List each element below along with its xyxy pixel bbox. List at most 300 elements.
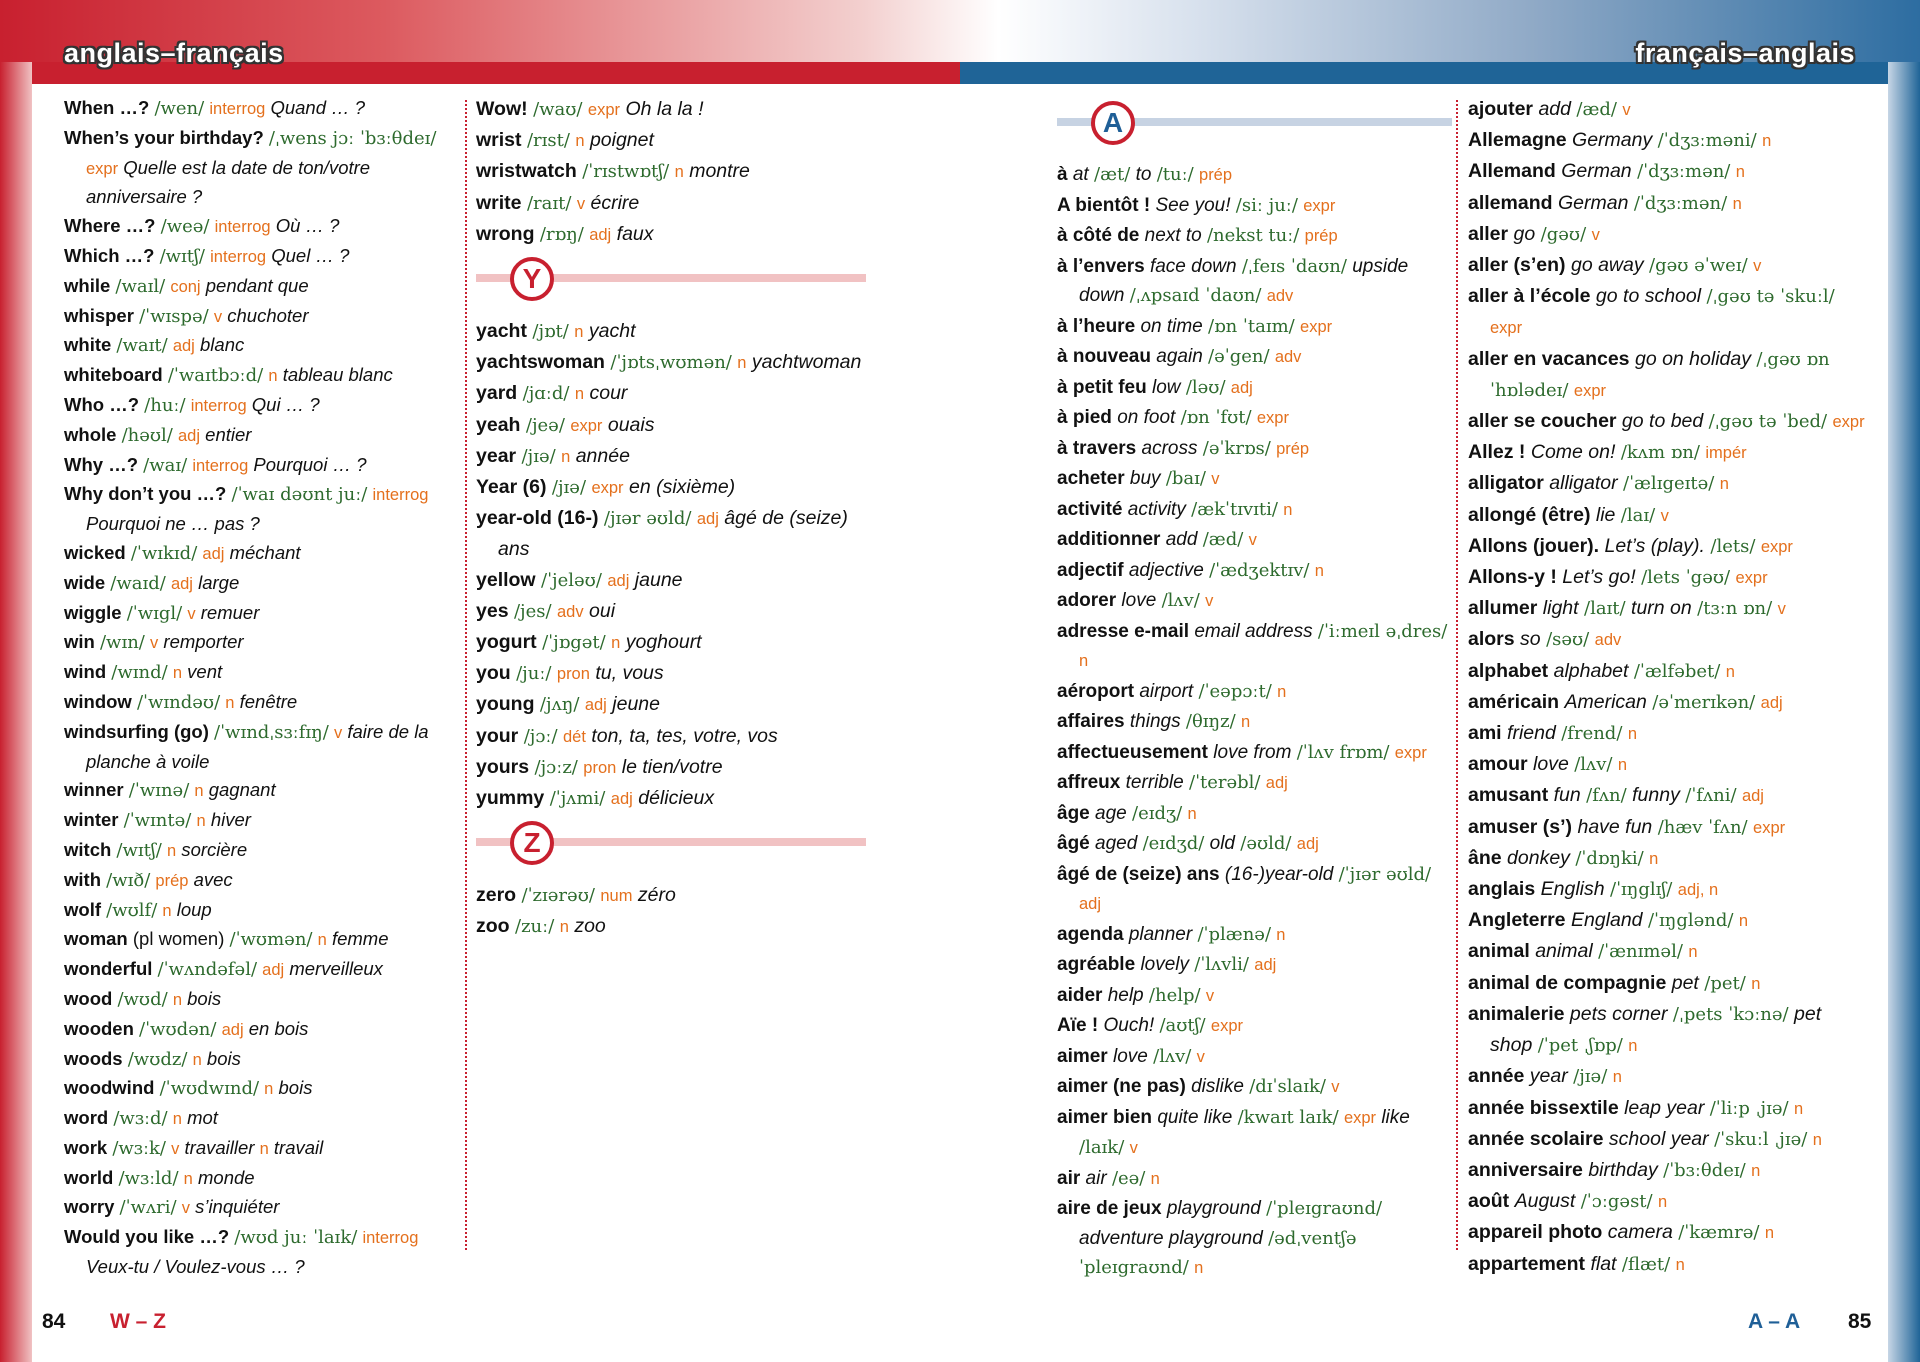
headword: aider [1057,984,1103,1006]
phonetic: /ˈwʊdən/ [139,1018,217,1040]
dictionary-entry [1468,562,1868,593]
translation: aged [1095,833,1138,854]
part-of-speech: n [1688,943,1698,962]
translation: lie [1595,503,1616,526]
part-of-speech: n [172,990,182,1009]
part-of-speech: v [1591,225,1600,244]
part-of-speech: n [264,1080,274,1099]
dictionary-entry [1057,403,1452,434]
translation: at [1072,164,1089,185]
part-of-speech: v [1205,986,1215,1005]
phonetic: /eɪdʒ/ [1132,802,1183,824]
part-of-speech: adj [202,544,225,563]
translation: blanc [200,334,245,356]
headword: work [64,1136,108,1158]
phonetic: /kwaɪt laɪk/ [1237,1106,1339,1128]
dictionary-entry [1468,219,1868,250]
phonetic: /jɔː/ [523,725,558,747]
phonetic: /waɪ/ [143,454,188,476]
translation: (16-)year-old [1224,863,1334,885]
dictionary-entry [64,628,454,658]
dictionary-entry [1468,1249,1868,1280]
translation: have fun [1577,815,1653,838]
translation: go [1513,222,1536,245]
phonetic: /wɪtʃ/ [116,839,162,861]
headword: Allons-y ! [1468,566,1557,589]
phonetic: /ˈdʒɜːməni/ [1657,130,1757,152]
phonetic: /æd/ [1202,529,1244,550]
translation: old [1209,833,1235,854]
part-of-speech: n [192,1050,202,1069]
headword: zoo [476,915,510,938]
phonetic: /ˈænɪməl/ [1598,941,1683,963]
part-of-speech: expr [1210,1017,1243,1035]
phonetic: /ˌfeɪs ˈdaʊn/ [1241,255,1347,277]
dictionary-entry [1057,617,1452,677]
translation: travail [273,1136,324,1158]
translation: remporter [163,631,244,653]
dictionary-entry [1468,1155,1868,1186]
part-of-speech: expr [1256,409,1289,427]
headword: ajouter [1468,98,1534,120]
section-letter-divider [476,250,866,316]
part-of-speech: num [600,887,633,906]
dictionary-entry [64,599,454,629]
part-of-speech: n [1658,1193,1668,1212]
dictionary-entry [1468,936,1868,967]
phonetic: /nekst tuː/ [1206,225,1300,246]
column-2 [476,94,866,943]
part-of-speech: n [1762,132,1772,151]
dictionary-entry [476,627,866,658]
phonetic: /frend/ [1561,723,1623,745]
phonetic: /ˈzɪərəʊ/ [521,885,595,907]
dictionary-entry [1468,593,1868,624]
translation: bois [206,1047,241,1069]
headword: animal [1468,940,1530,963]
headword: amuser (s’) [1468,815,1573,838]
translation: âgé de (seize) ans [498,507,848,561]
translation: Pourquoi ne … pas ? [86,513,260,535]
part-of-speech: adj [589,225,612,244]
translation: hiver [210,809,251,831]
dictionary-entry [1468,687,1868,718]
translation: go away [1570,254,1644,277]
translation: en bois [248,1017,309,1039]
headword: aire de jeux [1057,1198,1162,1219]
phonetic: /ˌpets ˈkɔːnə/ [1672,1003,1789,1025]
phonetic: /wɪnd/ [111,662,168,684]
translation: adventure playground [1079,1227,1263,1249]
dictionary-entry [64,1015,454,1045]
headword: wonderful [64,958,153,980]
dictionary-entry [476,125,866,156]
part-of-speech: adj [1079,895,1102,913]
phonetic: /ləʊ/ [1185,376,1226,398]
translation: fun [1553,784,1581,807]
dictionary-entry [64,955,454,985]
translation: Let’s go! [1562,566,1636,589]
headword: while [64,274,111,296]
part-of-speech: n [674,163,684,182]
right-page-range: A – A [1748,1310,1801,1333]
part-of-speech: n [259,1139,269,1158]
phonetic: /hæv ˈfʌn/ [1657,816,1748,838]
headword: year [476,444,517,467]
part-of-speech: adj [1760,693,1783,712]
phonetic: /ˈwʊmən/ [229,929,313,951]
headword: âge [1057,802,1090,824]
phonetic: /ˈjɪər əʊld/ [1338,863,1432,885]
dictionary-entry [64,421,454,451]
translation: travailler [184,1136,255,1158]
headword: à [1057,164,1068,185]
phonetic: /əʊld/ [1240,833,1292,854]
part-of-speech: n [225,693,235,712]
part-of-speech: n [1314,561,1324,580]
part-of-speech: interrog [214,218,271,237]
part-of-speech: v [181,1199,190,1218]
headword: affreux [1057,772,1121,793]
headword: zero [476,884,517,907]
dictionary-entry [64,985,454,1015]
dictionary-entry [1057,799,1452,830]
headword: aller [1468,222,1509,245]
dictionary-entry [476,94,866,125]
part-of-speech: n [1732,194,1742,213]
translation: quite like [1157,1106,1233,1128]
dictionary-entry [1468,843,1868,874]
part-of-speech: n [166,841,177,860]
part-of-speech: n [1764,1224,1775,1243]
part-of-speech: n [611,634,621,653]
part-of-speech: n [183,1169,193,1188]
part-of-speech: adj [262,961,285,980]
phonetic: /lʌv/ [1574,754,1613,776]
translation: bois [187,987,222,1009]
phonetic: /jeə/ [525,414,565,436]
part-of-speech: expr [1760,537,1793,556]
translation: mot [187,1107,218,1129]
part-of-speech: n [575,132,585,151]
phonetic: /ˌgəʊ tə ˈskuːl/ [1706,286,1835,308]
phonetic: /jɪər əʊld/ [603,508,692,530]
headword: aller en vacances [1468,347,1630,370]
headword: amusant [1468,784,1549,807]
dictionary-entry [64,1104,454,1134]
dictionary-entry [476,503,866,564]
headword: windsurfing (go) [64,720,209,742]
translation: gagnant [208,779,276,801]
dictionary-entry [64,391,454,421]
phonetic: /fʌn/ [1586,785,1627,807]
part-of-speech: adv [1274,348,1302,366]
dictionary-entry [1468,968,1868,999]
phonetic: /waʊ/ [533,99,583,120]
phonetic: /wʊdz/ [127,1048,188,1070]
phonetic: /ˈkæmrə/ [1678,1222,1760,1244]
part-of-speech: n [1079,652,1089,670]
dictionary-entry [64,302,454,332]
left-page-title: anglais–français [64,38,284,68]
headword: anniversaire [1468,1158,1583,1181]
dictionary-entry [1468,780,1868,811]
headword: worry [64,1196,115,1218]
part-of-speech: impér [1705,444,1747,463]
translation: Quelle est la date de ton/votre anniversaire ? [86,156,371,208]
headword: anglais [1468,878,1536,901]
phonetic: /ˈbɜːθdeɪ/ [1663,1159,1746,1181]
headword: animal de compagnie [1468,971,1667,994]
phonetic: /wɜːld/ [118,1167,179,1189]
translation: face down [1149,255,1237,277]
dictionary-entry [1057,738,1452,769]
phonetic: /jɪə/ [521,445,556,467]
dictionary-entry [1468,1186,1868,1217]
phonetic: /ˈjɒgət/ [542,632,606,654]
dictionary-entry [64,1164,454,1194]
part-of-speech: n [1627,725,1638,744]
part-of-speech: n [1150,1169,1160,1188]
part-of-speech: interrog [190,396,247,415]
part-of-speech: n [1283,500,1293,519]
translation: sorcière [181,838,248,860]
phonetic: /əˈmerɪkən/ [1652,691,1756,713]
phonetic: /jɑːd/ [522,383,570,405]
translation: love [1112,1045,1148,1067]
right-page-title: français–anglais [1635,38,1855,68]
part-of-speech: expr [591,479,624,498]
translation: buy [1129,468,1161,489]
phonetic: /ˈpet ˌʃɒp/ [1537,1035,1623,1057]
headword: allongé (être) [1468,503,1591,526]
phonetic: /lʌv/ [1153,1045,1192,1067]
translation: faux [616,222,654,245]
headword: win [64,631,95,653]
headword: woodwind [64,1077,155,1099]
phonetic: /ˈwɪkɪd/ [130,542,198,564]
headword: activité [1057,498,1123,520]
headword: wooden [64,1017,134,1039]
phonetic: /ˈliːp ˌjɪə/ [1709,1097,1789,1119]
headword: When’s your birthday? [64,126,264,148]
translation: go to school [1595,285,1702,308]
translation: zoo [574,915,606,938]
translation: jaune [634,568,683,591]
headword: à travers [1057,437,1137,459]
phonetic: /tuː/ [1156,164,1194,185]
phonetic: /dɪˈslaɪk/ [1249,1076,1326,1097]
headword: aimer [1057,1045,1108,1067]
translation: remuer [200,601,260,623]
headword: à pied [1057,407,1112,428]
phonetic: /ˈplænə/ [1197,923,1272,945]
translation: add [1165,529,1198,550]
translation: animal [1535,940,1593,963]
dictionary-entry [476,689,866,720]
part-of-speech: n [559,918,569,937]
headword: appareil photo [1468,1221,1603,1244]
part-of-speech: adj [1230,378,1253,397]
dictionary-entry [476,596,866,627]
part-of-speech: adj [1741,787,1764,806]
headword: additionner [1057,529,1161,550]
part-of-speech: v [576,194,586,213]
dictionary-entry [1468,468,1868,499]
translation: en (sixième) [628,476,736,499]
translation: montre [689,160,750,183]
part-of-speech: expr [1735,569,1768,588]
phonetic: /wɜːk/ [112,1137,166,1159]
part-of-speech: v [187,604,196,623]
phonetic: /siː juː/ [1235,194,1298,216]
part-of-speech: n [268,367,278,386]
phonetic: /wen/ [154,98,205,119]
phonetic: /wɜːd/ [113,1108,168,1130]
translation: fenêtre [239,690,298,712]
translation: light [1542,597,1579,620]
headword: whiteboard [64,364,163,386]
part-of-speech: adj [696,510,719,529]
translation: Pourquoi … ? [253,453,367,475]
column-1 [64,94,454,1282]
translation: Let’s (play). [1604,534,1705,557]
translation: leap year [1624,1096,1705,1119]
dictionary-entry [64,806,454,836]
part-of-speech: expr [1394,743,1427,762]
dictionary-entry [476,721,866,752]
translation: cour [589,382,628,405]
translation: s’inquiéter [195,1196,280,1218]
headword: aimer (ne pas) [1057,1076,1186,1097]
translation: alligator [1549,472,1618,495]
phonetic: /jɪə/ [1573,1066,1608,1088]
translation: next to [1144,225,1202,246]
headword: alphabet [1468,659,1549,682]
part-of-speech: prép [1304,227,1338,245]
headword: you [476,662,511,685]
translation: pets corner [1569,1002,1668,1025]
headword: winner [64,779,124,801]
dictionary-entry [64,94,454,124]
translation: vent [187,661,223,683]
translation: Qui … ? [251,393,320,415]
part-of-speech: n [1725,662,1735,681]
translation: again [1156,346,1203,367]
translation: add [1538,98,1571,120]
translation: terrible [1125,772,1184,793]
phonetic: /wʊd juː ˈlaɪk/ [234,1227,358,1249]
headword: américain [1468,690,1560,713]
dictionary-entry [64,1193,454,1223]
phonetic: /eɪdʒd/ [1142,833,1205,854]
headword: Allez ! [1468,441,1526,464]
phonetic: /ˈterəbl/ [1189,772,1261,793]
translation: oui [589,599,616,622]
dictionary-entry [1468,500,1868,531]
phonetic: /həʊl/ [121,424,173,446]
phonetic: /zuː/ [515,916,555,938]
dictionary-entry [1057,556,1452,587]
dictionary-entry [476,410,866,441]
part-of-speech: n [172,1110,182,1129]
part-of-speech: v [1622,101,1631,119]
phonetic: /ækˈtɪvɪti/ [1191,498,1278,520]
headword: witch [64,838,112,860]
dictionary-entry [476,880,866,911]
part-of-speech: v [150,634,159,653]
headword: Wow! [476,98,528,120]
part-of-speech: prép [1199,166,1233,184]
dictionary-entry [64,896,454,926]
part-of-speech: interrog [210,247,267,266]
phonetic: /lets/ [1710,535,1756,557]
translation: ton, ta, tes, votre, vos [591,724,778,747]
dictionary-entry [64,331,454,361]
translation: yacht [588,320,636,343]
dictionary-entry [64,272,454,302]
dictionary-entry [476,156,866,187]
phonetic: /əˈkrɒs/ [1202,437,1271,459]
translation: English [1540,878,1605,901]
headword: âgé [1057,833,1090,854]
section-letter: A [1091,101,1135,145]
translation: air [1085,1167,1107,1189]
headword: winter [64,809,119,831]
part-of-speech: adv [557,602,584,621]
dictionary-entry [1468,94,1868,125]
part-of-speech: adj [584,696,607,715]
part-of-speech: expr [570,416,603,435]
translation: funny [1632,784,1680,807]
part-of-speech: adj [1296,835,1319,853]
translation: playground [1166,1198,1261,1219]
headword: wood [64,987,113,1009]
dictionary-entry [64,1045,454,1075]
phonetic: /gəʊ əˈweɪ/ [1649,255,1748,277]
part-of-speech: expr [1303,196,1336,215]
phonetic: /laɪ/ [1620,504,1656,526]
dictionary-entry [64,212,454,242]
phonetic: /ˈælɪgeɪtə/ [1623,473,1715,495]
phonetic: /ˈwʌri/ [119,1197,177,1219]
phonetic: /ˌʌpsaɪd ˈdaʊn/ [1129,285,1262,306]
part-of-speech: v [1211,470,1220,488]
phonetic: /ˈɪŋglənd/ [1647,910,1734,932]
part-of-speech: n [574,385,585,404]
part-of-speech: adv [1266,287,1294,305]
phonetic: /rɪst/ [526,130,570,152]
part-of-speech: n [317,931,327,950]
headword: yachtswoman [476,351,605,374]
phonetic: /gəʊ/ [1540,223,1587,245]
dictionary-entry [64,569,454,599]
translation: American [1564,690,1647,713]
phonetic: /æt/ [1094,164,1131,185]
part-of-speech: interrog [362,1229,419,1248]
headword: write [476,191,522,214]
headword: your [476,724,519,747]
headword: yacht [476,320,527,343]
part-of-speech: n [1612,1068,1622,1087]
phonetic: /ˈiːmeɪl əˌdres/ [1317,620,1448,642]
phonetic: /lets ˈgəʊ/ [1641,567,1731,589]
dictionary-entry [476,658,866,689]
translation: poignet [589,129,654,152]
phonetic: /jɔːz/ [534,756,578,778]
dictionary-entry [1468,749,1868,780]
phonetic: /waɪd/ [110,572,166,594]
